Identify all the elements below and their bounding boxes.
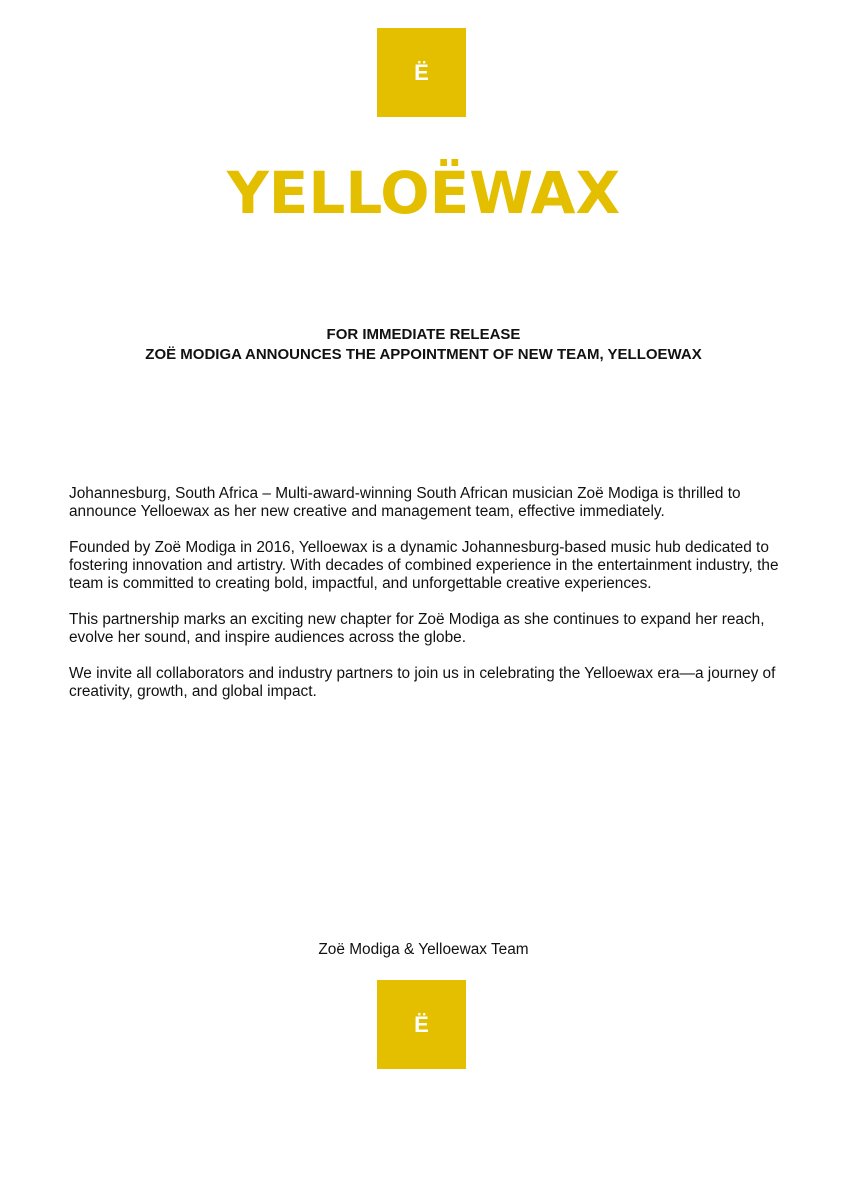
body-paragraph: This partnership marks an exciting new chapter for Zoë Modiga as she continues to expand her reach, evolve her sound, and inspire audiences across the globe. <box>69 611 765 646</box>
press-release-header <box>0 325 847 365</box>
body-paragraph: Johannesburg, South Africa – Multi-award-winning South African musician Zoë Modiga is thrilled to announce Yelloewax as her new creative and management team, effective immediately. <box>69 485 741 520</box>
body-paragraph: We invite all collaborators and industry partners to join us in celebrating the Yelloewax era—a journey of creativity, growth, and global impact. <box>69 665 776 700</box>
press-release-body <box>69 485 781 719</box>
logo-mark-top <box>377 28 466 117</box>
body-paragraph: Founded by Zoë Modiga in 2016, Yelloewax is a dynamic Johannesburg-based music hub dedicated to fostering innovation and artistry. With decades of combined experience in the entertainment industry, the team is committed to creating bold, impactful, and unforgettable creative experiences. <box>69 539 779 592</box>
signoff: Zoë Modiga & Yelloewax Team <box>318 941 529 958</box>
release-title: ZOË MODIGA ANNOUNCES THE APPOINTMENT OF NEW TEAM, YELLOEWAX <box>145 346 702 363</box>
brand-wordmark: YELLOËWAX <box>226 159 621 227</box>
logo-glyph: Ë <box>414 59 429 85</box>
logo-mark-bottom <box>377 980 466 1069</box>
logo-glyph: Ë <box>414 1011 429 1037</box>
release-label: FOR IMMEDIATE RELEASE <box>326 326 521 343</box>
